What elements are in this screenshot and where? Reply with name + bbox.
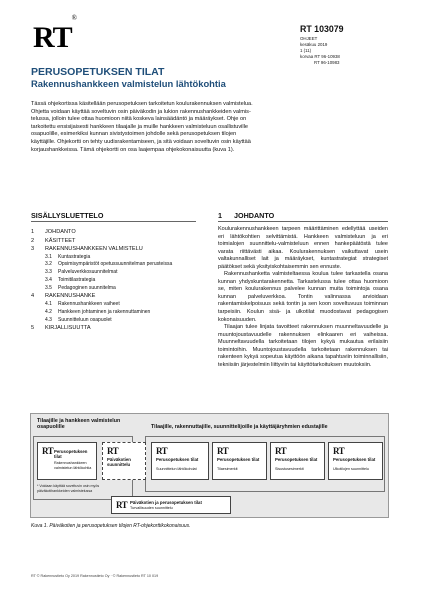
toc-item[interactable]: 5 KIRJALLISUUTTA <box>31 325 91 332</box>
rt-card[interactable]: RT Perusopetuksen tilat Rakennushankkeen valmistelun lähtökohtia <box>37 442 97 480</box>
toc-subitem[interactable]: 4.1 Rakennushankkeen vaiheet <box>45 300 120 307</box>
intro-line: Tässä ohjekortissa käsitellään perusopetuksen tarkoitetun koulurakennuksen valmistelua. <box>31 101 253 107</box>
body-paragraph: Tilaajan tulee linjata tavoitteet rakennuksen muunneltavuudelle ja muuntojoustavuudelle rakennuksen elinkaaren eri vaiheissa. Muunneltavuudella tarkoitetaan tilojen kykyä mukautua erilaisiin toimintoihin. Muuntojoustavuudella tarkoitetaan rakennuksen tai rakenteen kykyä sopeutua käyttöön aikana tapahtuviin toiminnallisiin, tekniisiin järjestelmiin liittyviin tai käyttötarkoituksen muutoksiin. <box>218 324 388 368</box>
toc-heading: SISÄLLYSLUETTELO <box>31 211 104 220</box>
intro-line: Ohjetta voidaan käyttää soveltuvin osin päiväkodin ja lukion rakennushankkeiden valmis- <box>31 108 251 115</box>
toc-subitem[interactable]: 4.2 Hankkeen johtaminen ja rakennuttaminen <box>45 308 151 315</box>
toc-subitem[interactable]: 3.4 Toimitilastrategia <box>45 276 96 283</box>
toc-subitem[interactable]: 3.5 Pedagoginen suunnitelma <box>45 284 116 291</box>
document-meta <box>300 36 340 66</box>
intro-paragraph <box>31 101 386 154</box>
rt-card[interactable]: RT Perusopetuksen tilat Suunnittelun lähtökohdat <box>151 442 209 480</box>
page-subtitle: Rakennushankkeen valmistelun lähtökohtia <box>31 78 226 89</box>
toc-item[interactable]: 3 RAKENNUSHANKKEEN VALMISTELU <box>31 246 143 252</box>
group-left-title: Tilaajille ja hankkeen valmistelun osapuolille <box>37 418 121 431</box>
rt-card[interactable]: RT Perusopetuksen tilat Tilaesimerkit <box>212 442 267 480</box>
section-heading <box>218 211 274 220</box>
toc-item[interactable]: 1 JOHDANTO <box>31 229 76 235</box>
rt-card-diagram <box>30 413 389 518</box>
page-footer: RT © Rakennustieto Oy 2019 Rakennustieto Oy · © Rakennustieto RT 10 019 <box>31 574 159 578</box>
section-divider <box>218 221 388 222</box>
meta-pages: 1 (11) <box>300 48 312 54</box>
meta-date: kesäkuu 2019 <box>300 42 328 48</box>
table-of-contents <box>31 228 191 333</box>
intro-line: käyttäjille. Ohjekortti on tehty uudisrakentamiseen, ja sitä voidaan soveltuvin osin käyttää <box>31 138 251 145</box>
toc-subitem[interactable]: 4.3 Suunnitteluun osapuolet <box>45 316 112 323</box>
group-right-title: Tilaajille, rakennuttajille, suunnittelijoille ja käyttäjäryhmien edustajille <box>151 424 328 430</box>
intro-line: telussa, jolloin tulee ottaa huomioon niitä koskeva lainsäädäntö ja määräykset. Ohje on <box>31 116 247 123</box>
meta-replaces: korvaa RT 96-10938 <box>300 54 340 60</box>
toc-item[interactable]: 4 RAKENNUSHANKE <box>31 293 96 300</box>
body-paragraph: Rakennushanketta valmisteltaessa koulua tulee tarkastella osana kunnan yhdyskuntarakennetta. Tarkastelussa tulee ottaa huomioon se, miten koulurakennus palvelee kunnan muita toimintoja osana kunnan palveluverkkoa. Tontin valinnassa arvioidaan rakentamiskelpoisuus sekä tontin ja sen koon soveltuvuus toiminnan tarpeisiin. Koulun sisä- ja ulkotilat muodostavat pedagogisen kokonaisuuden. <box>218 271 388 323</box>
intro-line: osapuolille, esimerkiksi kunnan sivistystoimen johdolle sekä perusopetuksen tilojen <box>31 131 237 138</box>
rt-card[interactable]: RT Päiväkotien suunnittelu <box>102 442 146 480</box>
document-number: RT 103079 <box>300 24 344 34</box>
toc-subitem[interactable]: 3.2 Opsimisympäristöt opetussuunnitelman perusteissa <box>45 261 173 268</box>
rt-card[interactable]: RT Perusopetuksen tilat Ulkotilojen suunnittelu <box>328 442 383 480</box>
body-paragraph: Koulurakennushankkeen tarpeen määrittäminen edellyttää useiden eri lähtökohtien selvittämistä. Hankkeen valmisteluun ja eri toimialojen suunnittelu-valmisteluun ennen hankepäätöstä tulee varata riittävästi aikaa. Koulurakennuksen vaikuttavat usein valtakunnalliset lait ja määräykset, kuntastrategiat strategiset päätökset sekä yksityiskohtaisemmin sen ennuste. <box>218 226 388 270</box>
toc-subitem[interactable]: 3.1 Kuntastrategia <box>45 253 91 260</box>
toc-subitem[interactable]: 3.3 Palveluverkkosuunnitelmat <box>45 269 118 276</box>
rt-card-wide[interactable]: RT Päiväkotien ja perusopetuksen tilat Turvallisuuden suunnittelu <box>111 496 231 514</box>
toc-divider <box>31 221 196 222</box>
intro-line: korjaushankkeissa. Tämä ohjekortti on osa laajempaa ohjekokonaisuutta (kuva 1). <box>31 146 235 153</box>
diagram-footnote: * Voidaan käyttää soveltuvin osin myös päiväkotihankkeiden valmistelussa <box>37 484 100 493</box>
intro-line: tarkoitettu ensisijaisesti hankkeen tilaajalle ja muille hankkeen valmisteluun osallistuville <box>31 123 249 130</box>
section-body <box>218 226 388 369</box>
rt-logo: RT® <box>33 14 77 54</box>
figure-caption: Kuva 1. Päiväkotien ja perusopetuksen tilojen RT-ohjekorttikokonaisuus. <box>31 523 191 529</box>
section-title: JOHDANTO <box>234 211 275 220</box>
meta-replaces-2: RT 96-10983 <box>314 60 340 66</box>
section-number: 1 <box>218 211 222 220</box>
meta-type: OHJEET <box>300 36 318 41</box>
page-title: PERUSOPETUKSEN TILAT <box>31 66 165 78</box>
rt-card[interactable]: RT Perusopetuksen tilat Sisustusesimerkit <box>270 442 325 480</box>
toc-item[interactable]: 2 KÄSITTEET <box>31 237 76 244</box>
